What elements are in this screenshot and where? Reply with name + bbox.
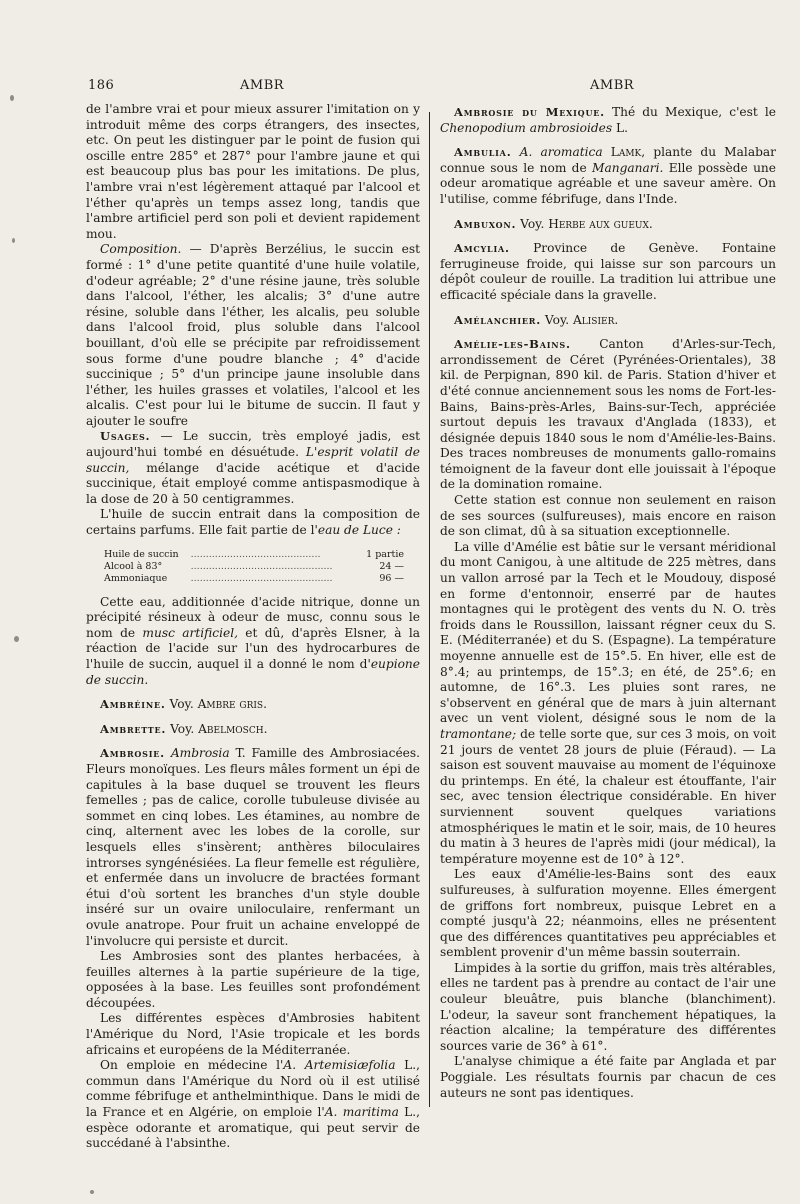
paragraph-text: — D'après Berzélius, le succin est formé : 1° d'une petite quantité d'une huile volatile, d'odeur agréable; 2° d'une résine jaune, très soluble dans l'alcool, l'éther, les alcalis; 3° d'une autre résine, soluble dans l'éther, les alcalis, peu soluble dans l'alcool froid, plus soluble dans l'alcool bouillant, d'où elle se précipite par refroidissement sous forme d'une poudre blanche ; 4° d'acide succinique ; 5° d'un principe jaune insoluble dans l'éther, les huiles grasses et volatiles, l'alcool et les alcalis. C'est pour lui le bitume de succin. Il faut y ajouter le soufre <box>86 242 420 428</box>
paper-speck <box>12 238 15 243</box>
paragraph-text: L., commun dans l'Amérique du Nord où il est utilisé comme fébrifuge et anthelminthique. Dans le midi de la France et en Algérie, on emploie l' <box>86 1058 420 1120</box>
running-head-left: AMBR <box>240 78 285 93</box>
recipe-ingredient: Ammoniaque <box>104 572 168 584</box>
entry-headword: Amcylia. <box>454 241 510 256</box>
recipe-amount: 96 — <box>379 572 404 584</box>
entry-headword: Amélanchier. <box>454 312 542 327</box>
left-column <box>86 102 420 1152</box>
entry-amcylia <box>440 241 776 303</box>
entry-text: Voy. <box>541 312 573 327</box>
recipe-row <box>104 561 404 573</box>
italic-term: Chenopodium ambrosioides <box>440 120 613 135</box>
entry-text: Elle possède une odeur aromatique agréable et une saveur amère. On l'utilise, comme fébrifuge, dans l'Inde. <box>440 160 776 206</box>
italic-term: A. Artemisiæfolia <box>283 1058 396 1073</box>
entry-headword: Ambrosie. <box>100 746 165 761</box>
italic-term: musc artificiel, <box>142 625 238 640</box>
entry-ambulia <box>440 145 776 207</box>
entry-text: Voy. <box>166 721 199 736</box>
paragraph: L'analyse chimique a été faite par Anglada et par Poggiale. Les résultats fournis par chacun de ces auteurs ne sont pas identiques. <box>440 1054 776 1100</box>
paragraph-text: de telle sorte que, sur ces 3 mois, on voit 21 jours de ventet 28 jours de pluie (Féraud). — La saison est souvent mauvaise au moment de l'équinoxe du printemps. En été, la chaleur est étouffante, l'air sec, avec tension électrique considérable. En hiver surviennent souvent quelques variations atmosphériques le matin et le soir, mais, de 10 heures du matin à 3 heures de l'après midi (jour médical), la température moyenne est de 10° à 12°. <box>440 726 776 866</box>
recipe-leader: ........................................... <box>190 548 321 560</box>
paragraph-text: et dû, d'après Elsner, à la réaction de l'acide sur l'un des hydrocarbures de l'huile de succin, auquel il a donné le nom d' <box>86 625 420 671</box>
cross-reference: Alisier. <box>572 312 619 327</box>
entry-text: Voy. <box>516 216 549 231</box>
italic-term: Ambrosia <box>164 746 230 761</box>
paragraph-text: — Le succin, très employé jadis, est aujourd'hui tombé en désuétude. <box>86 429 420 460</box>
entry-ambrosie <box>86 746 420 949</box>
paragraph: Les Ambrosies sont des plantes herbacées, à feuilles alternes à la partie supérieure de la tige, opposées à la base. Les feuilles sont profondément découpées. <box>86 949 420 1010</box>
paragraph: Les eaux d'Amélie-les-Bains sont des eaux sulfureuses, à sulfuration moyenne. Elles émergent de griffons fort nombreux, puisque Lebret en a compté jusqu'à 22; néanmoins, elles ne présentent que des différences quantitatives peu appréciables et semblent provenir d'un même bassin souterrain. <box>440 867 776 960</box>
entry-headword: Ambuxon. <box>454 216 517 231</box>
entry-headword: Ambréine. <box>100 697 166 712</box>
entry-text: Canton d'Arles-sur-Tech, arrondissement de Céret (Pyrénées-Orientales), 38 kil. de Perpignan, 890 kil. de Paris. Station d'hiver et d'été connue anciennement sous les noms de Fort-les-Bains, Bains-près-Arles, Bains-sur-Tech, appréciée surtout depuis les travaux d'Anglada (1833), et désignée depuis 1840 sous le nom d'Amélie-les-Bains. Des traces nombreuses de monuments gallo-romains témoignent de la faveur dont elle jouissait à l'époque de la domination romaine. <box>440 337 776 492</box>
italic-term: A. aromatica <box>511 145 603 160</box>
entry-amelanchier <box>440 313 776 329</box>
paper-speck <box>14 636 19 642</box>
paragraph: Les différentes espèces d'Ambrosies habitent l'Amérique du Nord, l'Asie tropicale et les bords africains et européens de la Méditerranée. <box>86 1011 420 1057</box>
running-head-right: AMBR <box>590 78 635 93</box>
cross-reference: Abelmosch. <box>198 721 268 736</box>
entry-ambrosie-du-mexique <box>440 105 776 136</box>
paragraph <box>86 1058 420 1152</box>
recipe-amount: 24 — <box>379 560 404 572</box>
cross-reference: Herbe aux gueux. <box>548 216 653 231</box>
entry-text: Voy. <box>165 697 198 712</box>
entry-text: Province de Genève. Fontaine ferrugineuse froide, qui laisse sur son parcours un dépôt couleur de rouille. La tradition lui attribue une efficacité spéciale dans la gravelle. <box>440 241 776 302</box>
paper-speck <box>10 95 14 101</box>
entry-headword: Ambrosie du Mexique. <box>454 105 605 119</box>
recipe-ingredient: Huile de succin <box>104 548 179 560</box>
entry-text: L. <box>612 120 628 135</box>
entry-amelie-les-bains <box>440 337 776 493</box>
italic-term: A. maritima <box>324 1105 399 1120</box>
paragraph <box>86 595 420 689</box>
section-label: Usages. <box>100 429 151 444</box>
cross-reference: Ambre gris. <box>197 697 267 712</box>
recipe-leader: ............................................... <box>190 560 333 572</box>
paragraph-text: mélange d'acide acétique et d'acide succinique, était employé comme antispasmodique à la dose de 20 à 50 centigrammes. <box>86 460 420 506</box>
paragraph-text: Cette eau, additionnée d'acide nitrique, donne un précipité résineux à odeur de musc, connu sous le nom de <box>86 594 420 640</box>
italic-term: L'esprit volatil de succin, <box>86 445 420 475</box>
entry-text: Thé du Mexique, c'est le <box>604 105 776 119</box>
author-abbrev: Lamk, <box>602 145 646 160</box>
entry-text: T. Famille des Ambrosiacées. Fleurs monoïques. Les fleurs mâles forment un épi de capitules à la base duquel se trouvent les fleurs femelles ; pas de calice, corolle tubuleuse divisée au sommet en cinq lobes. Les étamines, au nombre de cinq, alternent avec les lobes de la corolle, sur lesquels elles s'insèrent; anthères biloculaires introrses syngénésiées. La fleur femelle est régulière, et enfermée dans un involucre de bractées formant étui d'où sortent les branches d'un style double inséré sur un ovaire uniloculaire, renfermant un ovule anatrope. Pour fruit un achaine enveloppé de l'involucre qui persiste et durcit. <box>86 746 420 948</box>
entry-text: plante du Malabar connue sous le nom de <box>440 145 776 175</box>
paper-speck <box>90 1190 94 1194</box>
paragraph: Limpides à la sortie du griffon, mais très altérables, elles ne tardent pas à prendre au contact de l'air une couleur bleuâtre, puis blanche (blanchiment). L'odeur, la saveur sont franchement hépatiques, la réaction alcaline; la température des différentes sources varie de 36° à 61°. <box>440 960 776 1053</box>
section-label: Composition. <box>100 242 182 257</box>
paragraph <box>86 507 420 538</box>
entry-headword: Ambulia. <box>454 145 512 160</box>
italic-term: eupione de succin. <box>86 657 420 687</box>
paragraph-text: L., espèce odorante et aromatique, qui peut servir de succédané à l'absinthe. <box>86 1105 420 1151</box>
paragraph-text: La ville d'Amélie est bâtie sur le versant méridional du mont Canigou, à une altitude de 225 mètres, dans un vallon arrosé par la Tech et le Moudouy, disposé en forme d'entonnoir, enserré par de hautes montagnes qui le protègent des vents du N. O. très froids dans le Roussillon, laissant régner ceux du S. E. (Méditerranée) et du S. (Espagne). La température moyenne annuelle est de 15°.5. En hiver, elle est de 8°.4; au printemps, de 15°.3; en été, de 25°.6; en automne, de 16°.3. Les pluies sont rares, ne s'observent en général que de mars à juin alternant avec un vent violent, désigné sous le nom de la <box>440 539 776 726</box>
entry-headword: Ambrette. <box>100 721 167 736</box>
entry-ambuxon <box>440 217 776 233</box>
entry-ambreine <box>86 697 420 713</box>
italic-term: Manganari. <box>592 160 664 175</box>
paragraph: Cette station est connue non seulement en raison de ses sources (sulfureuses), mais encore en raison de son climat, dû à sa situation exceptionnelle. <box>440 493 776 539</box>
paragraph-composition <box>86 242 420 429</box>
recipe-leader: ............................................... <box>190 572 333 584</box>
paragraph <box>440 540 776 867</box>
right-column <box>440 102 776 1101</box>
column-divider <box>429 112 430 1107</box>
recipe-row <box>104 549 404 561</box>
recipe-table <box>104 549 404 585</box>
paragraph-text: On emploie en médecine l' <box>100 1058 284 1073</box>
recipe-amount: 1 partie <box>366 548 404 560</box>
page-number: 186 <box>88 78 115 93</box>
italic-term: tramontane; <box>440 726 517 741</box>
recipe-ingredient: Alcool à 83° <box>104 560 163 572</box>
paragraph: de l'ambre vrai et pour mieux assurer l'imitation on y introduit même des corps étrangers, des insectes, etc. On peut les distinguer par le point de fusion qui oscille entre 285° et 287° pour l'ambre jaune et qui est beaucoup plus bas pour les imitations. De plus, l'ambre vrai n'est légèrement attaqué par l'alcool et l'éther qu'après un temps assez long, tandis que l'ambre artificiel perd son poli et devient rapidement mou. <box>86 102 420 241</box>
italic-term: eau de Luce : <box>317 523 401 538</box>
recipe-row <box>104 573 404 585</box>
paragraph-text: L'huile de succin entrait dans la composition de certains parfums. Elle fait partie de l' <box>86 507 420 538</box>
entry-headword: Amélie-les-Bains. <box>454 337 571 352</box>
paragraph-usages <box>86 429 420 507</box>
entry-ambrette <box>86 722 420 738</box>
